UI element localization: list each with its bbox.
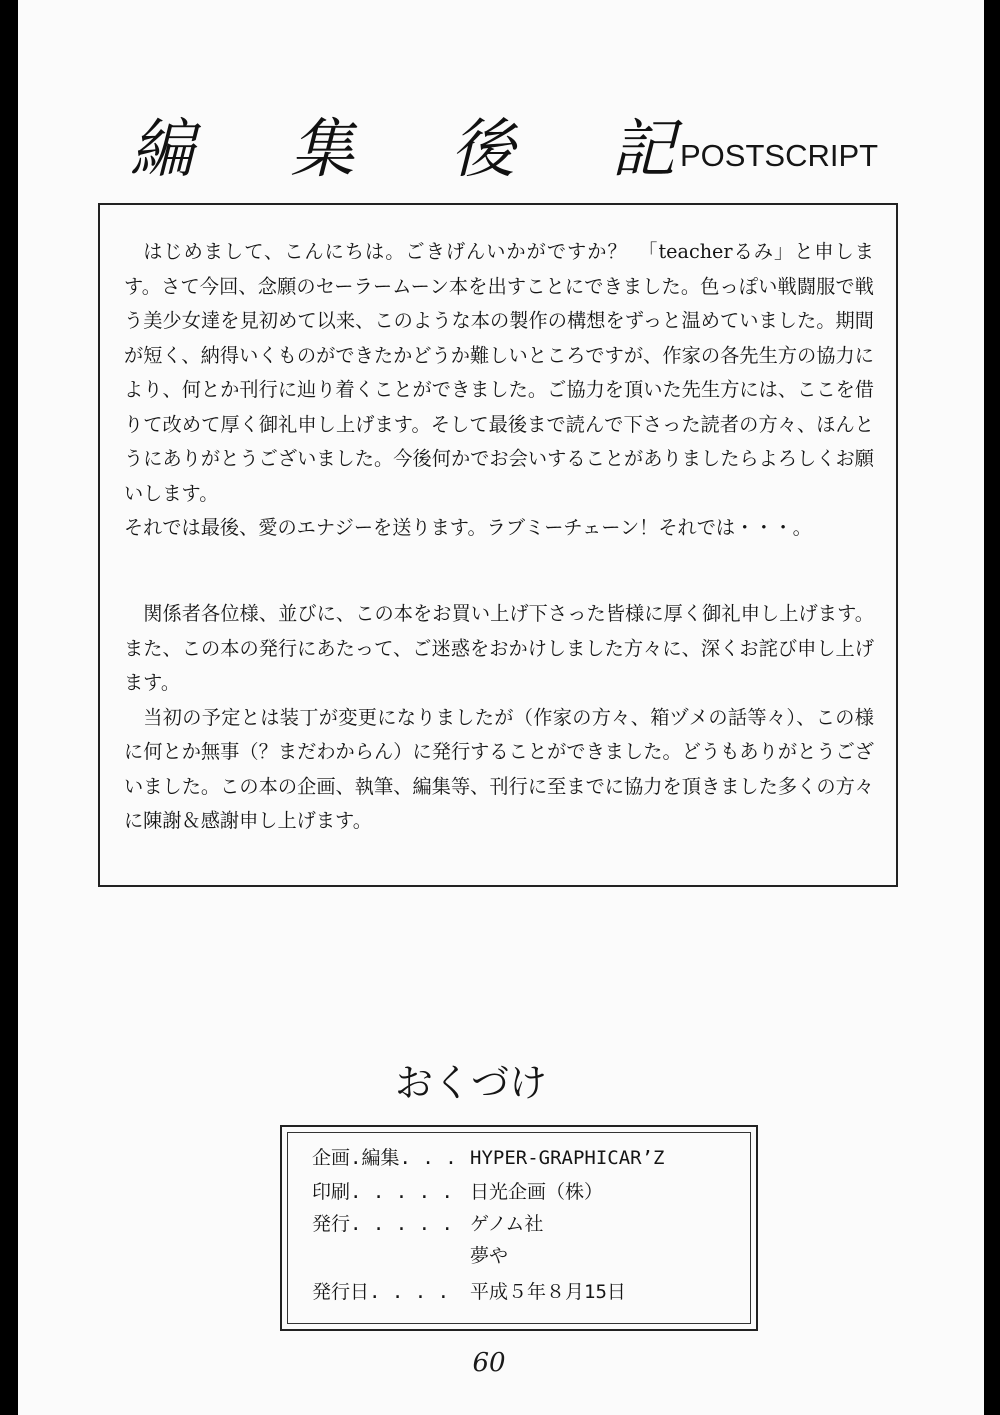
colophon-row-date (312, 1283, 626, 1302)
postscript-box (98, 203, 898, 887)
colophon-value: ゲノム社 (470, 1213, 544, 1235)
colophon-row-planning (312, 1149, 664, 1168)
page-subtitle: POSTSCRIPT (680, 138, 879, 173)
colophon-row-publisher-2 (312, 1247, 508, 1266)
colophon-row-printing (312, 1183, 603, 1202)
postscript-paragraph-2 (124, 597, 874, 839)
colophon-heading: おくづけ (394, 1061, 547, 1105)
postscript-text-1: はじめまして、こんにちは。ごきげんいかがですか？ 「teacherるみ」と申します。さて今回、念願のセーラームーン本を出すことにできました。色っぽい戦闘服で戦う美少女達を見初めて以来、このような本の製作の構想をずっと温めていました。期間が短く、納得いくものができたかどうか難しいところですが、作家の各先生方の協力により、何とか刊行に辿り着くことができました。ご協力を頂いた先生方には、ここを借りて改めて厚く御礼申し上げます。そして最後まで読んで下さった読者の方々、ほんとうにありがとうございました。今後何かでお会いすることがありましたらよろしくお願いします。 (124, 240, 874, 505)
page-number: 60 (472, 1348, 506, 1378)
page (18, 0, 984, 1415)
postscript-paragraph-1 (124, 235, 874, 546)
colophon-label: 発行日. . . . (312, 1281, 450, 1303)
colophon-label: 印刷. . . . . (312, 1181, 453, 1203)
colophon-row-publisher (312, 1215, 543, 1234)
colophon-box (280, 1125, 758, 1331)
colophon-value: 日光企画（株） (470, 1181, 604, 1203)
postscript-text-2b: 当初の予定とは装丁が変更になりましたが（作家の方々、箱ヅメの話等々）、この様に何とか無事（？まだわからん）に発行することができました。どうもありがとうございました。この本の企画、執筆、編集等、刊行に至までに協力を頂きました多くの方々に陳謝＆感謝申し上げます。 (124, 705, 874, 832)
colophon-value: 平成５年８月15日 (470, 1281, 626, 1303)
colophon-value: HYPER-GRAPHICAR’Z (470, 1147, 665, 1169)
colophon-label: 企画.編集. . . (312, 1147, 457, 1169)
colophon-value: 夢や (470, 1245, 509, 1267)
colophon-label: 発行. . . . . (312, 1213, 453, 1235)
postscript-text-1b: それでは最後、愛のエナジーを送ります。ラブミーチェーン！それでは・・・。 (124, 516, 812, 539)
page-title: 編 集 後 記 (130, 113, 714, 187)
postscript-text-2: 関係者各位様、並びに、この本をお買い上げ下さった皆様に厚く御礼申し上げます。また、この本の発行にあたって、ご迷惑をおかけしました方々に、深くお詫び申し上げます。 (124, 602, 874, 694)
